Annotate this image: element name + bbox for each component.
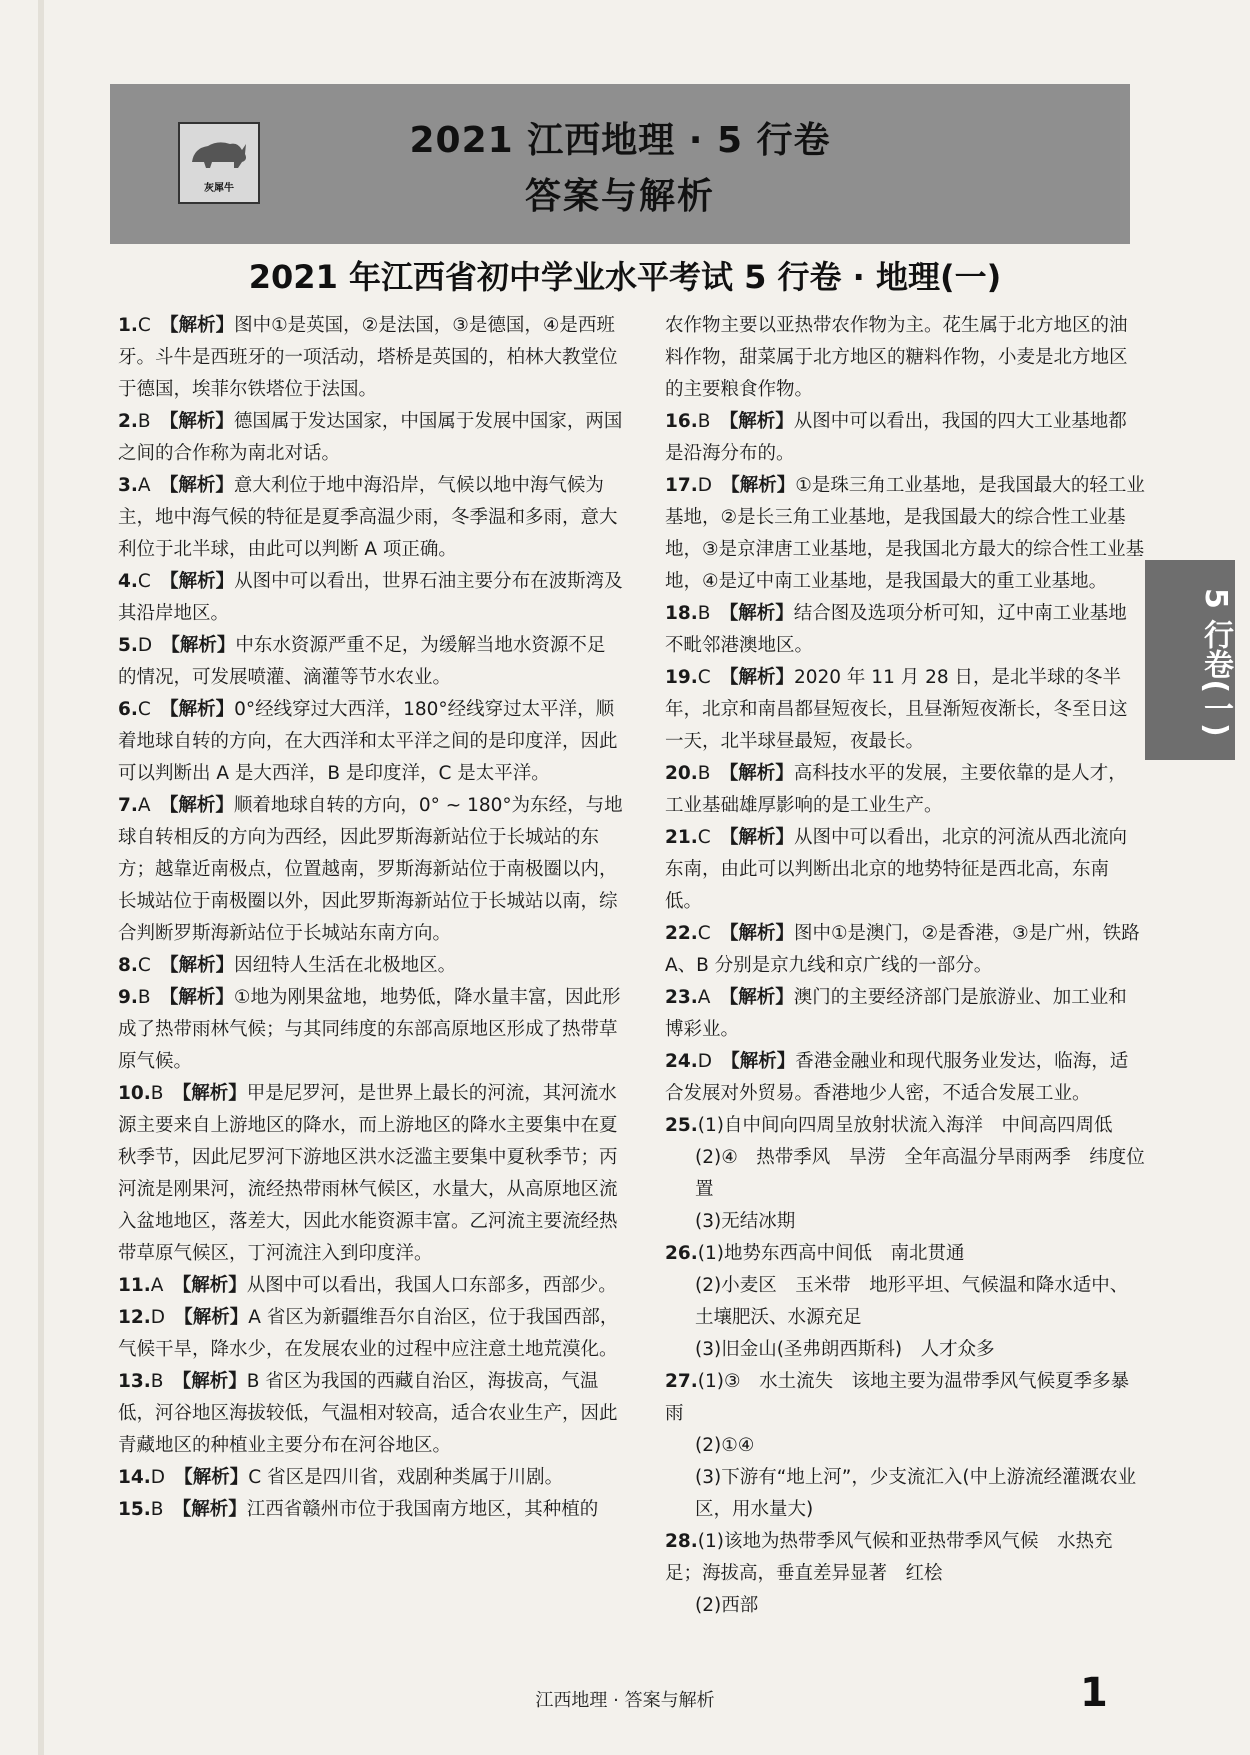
banner-title: 2021 江西地理 · 5 行卷 (409, 120, 831, 161)
analysis-tag: 【解析】 (172, 1083, 247, 1104)
answer-item (118, 1078, 623, 1270)
analysis-tag: 【解析】 (719, 987, 794, 1008)
answers-right-column (665, 310, 1145, 1622)
answer-text: (1)地势东西高中间低 南北贯通 (697, 1243, 965, 1264)
answer-choice: B (150, 1499, 164, 1520)
answer-choice: B (697, 763, 711, 784)
answer-choice: C (137, 699, 151, 720)
answer-item (665, 758, 1145, 822)
answer-text: 从图中可以看出，北京的河流从西北流向东南，由此可以判断出北京的地势特征是西北高，东南低。 (665, 827, 1127, 912)
answer-choice: D (697, 1051, 713, 1072)
answer-text: (2)④ 热带季风 旱涝 全年高温分旱雨两季 纬度位置 (695, 1147, 1145, 1200)
answer-choice: C (697, 827, 711, 848)
question-number: 8. (118, 955, 138, 976)
analysis-tag: 【解析】 (160, 955, 235, 976)
answer-choice: A (150, 1275, 164, 1296)
answer-text: ①地为刚果盆地，地势低，降水量丰富，因此形成了热带雨林气候；与其同纬度的东部高原地区形成了热带草原气候。 (118, 987, 621, 1072)
answer-text: 0°经线穿过大西洋，180°经线穿过太平洋，顺着地球自转的方向，在大西洋和太平洋之间的是印度洋，因此可以判断出 A 是大西洋，B 是印度洋，C 是太平洋。 (118, 699, 618, 784)
question-number: 5. (118, 635, 138, 656)
question-number: 1. (118, 315, 138, 336)
question-number: 21. (665, 827, 698, 848)
answer-text: 因纽特人生活在北极地区。 (234, 955, 457, 976)
answer-item (665, 1046, 1145, 1110)
analysis-tag: 【解析】 (719, 923, 794, 944)
answer-item (118, 790, 623, 950)
answer-text: 高科技水平的发展，主要依靠的是人才，工业基础雄厚影响的是工业生产。 (665, 763, 1127, 816)
analysis-tag: 【解析】 (719, 763, 794, 784)
answer-text: 农作物主要以亚热带农作物为主。花生属于北方地区的油料作物，甜菜属于北方地区的糖料作物，小麦是北方地区的主要粮食作物。 (665, 315, 1128, 400)
page-number: 1 (1080, 1670, 1108, 1716)
question-number: 4. (118, 571, 138, 592)
question-number: 10. (118, 1083, 151, 1104)
question-number: 19. (665, 667, 698, 688)
question-number: 11. (118, 1275, 151, 1296)
answer-item (665, 1110, 1145, 1142)
answer-text: 中东水资源严重不足，为缓解当地水资源不足的情况，可发展喷灌、滴灌等节水农业。 (118, 635, 606, 688)
answer-item (118, 310, 623, 406)
question-number: 26. (665, 1243, 698, 1264)
question-number: 14. (118, 1467, 151, 1488)
question-number: 17. (665, 475, 698, 496)
footer-label: 江西地理 · 答案与解析 (535, 1690, 715, 1711)
answer-item (665, 982, 1145, 1046)
question-number: 9. (118, 987, 138, 1008)
answer-text: 结合图及选项分析可知，辽中南工业基地不毗邻港澳地区。 (665, 603, 1127, 656)
question-number: 3. (118, 475, 138, 496)
answer-text: A 省区为新疆维吾尔自治区，位于我国西部，气候干旱，降水少，在发展农业的过程中应注意土地荒漠化。 (118, 1307, 619, 1360)
answer-choice: D (697, 475, 713, 496)
answer-choice: B (137, 987, 151, 1008)
publisher-logo (178, 122, 260, 204)
answer-item (665, 1526, 1145, 1590)
question-number: 2. (118, 411, 138, 432)
answers-left-column (118, 310, 623, 1526)
analysis-tag: 【解析】 (160, 315, 235, 336)
answer-item (118, 1366, 623, 1462)
answer-choice: C (137, 571, 151, 592)
answer-text: 2020 年 11 月 28 日，是北半球的冬半年，北京和南昌都昼短夜长，且昼渐短夜渐长，冬至日这一天，北半球昼最短，夜最长。 (665, 667, 1128, 752)
answer-text: 图中①是澳门，②是香港，③是广州，铁路 A、B 分别是京九线和京广线的一部分。 (665, 923, 1140, 976)
answer-item (118, 470, 623, 566)
answer-text: 香港金融业和现代服务业发达，临海，适合发展对外贸易。香港地少人密，不适合发展工业。 (665, 1051, 1129, 1104)
answer-item (118, 982, 623, 1078)
answer-text: 意大利位于地中海沿岸，气候以地中海气候为主，地中海气候的特征是夏季高温少雨，冬季温和多雨，意大利位于北半球，由此可以判断 A 项正确。 (118, 475, 618, 560)
question-number: 27. (665, 1371, 698, 1392)
analysis-tag: 【解析】 (160, 571, 235, 592)
analysis-tag: 【解析】 (159, 475, 234, 496)
question-number: 28. (665, 1531, 698, 1552)
answer-item (665, 1366, 1145, 1430)
answer-choice: C (137, 315, 151, 336)
answer-text: 甲是尼罗河，是世界上最长的河流，其河流水源主要来自上游地区的降水，而上游地区的降水主要集中在夏秋季节，因此尼罗河下游地区洪水泛滥主要集中夏秋季节；丙河流是刚果河，流经热带雨林气候区，水量大，从高原地区流入盆地地区，落差大，因此水能资源丰富。乙河流主要流经热带草原气候区，丁河流注入到印度洋。 (118, 1083, 618, 1264)
analysis-tag: 【解析】 (174, 1467, 249, 1488)
analysis-tag: 【解析】 (159, 795, 234, 816)
analysis-tag: 【解析】 (719, 411, 794, 432)
analysis-tag: 【解析】 (161, 635, 236, 656)
banner-subtitle: 答案与解析 (524, 176, 715, 217)
answer-text: (1)该地为热带季风气候和亚热带季风气候 水热充足；海拔高，垂直差异显著 红桧 (665, 1531, 1113, 1584)
question-number: 15. (118, 1499, 151, 1520)
answer-choice: B (137, 411, 151, 432)
question-number: 7. (118, 795, 138, 816)
answer-item (118, 1270, 623, 1302)
answer-choice: C (137, 955, 151, 976)
answer-item (665, 470, 1145, 598)
answer-text: (3)无结冰期 (695, 1211, 796, 1232)
answer-text: C 省区是四川省，戏剧种类属于川剧。 (248, 1467, 564, 1488)
answer-item (118, 1494, 623, 1526)
analysis-tag: 【解析】 (172, 1371, 247, 1392)
analysis-tag: 【解析】 (721, 1051, 796, 1072)
analysis-tag: 【解析】 (721, 475, 796, 496)
answer-choice: A (697, 987, 711, 1008)
answer-choice: A (137, 475, 151, 496)
answer-text: ①是珠三角工业基地，是我国最大的轻工业基地，②是长三角工业基地，是我国最大的综合性工业基地，③是京津唐工业基地，是我国北方最大的综合性工业基地，④是辽中南工业基地，是我国最大的重工业基地。 (665, 475, 1145, 592)
answer-text: 江西省赣州市位于我国南方地区，其种植的 (246, 1499, 599, 1520)
answer-item (665, 662, 1145, 758)
side-tab (1145, 560, 1235, 760)
analysis-tag: 【解析】 (719, 667, 794, 688)
header-banner (110, 84, 1130, 244)
analysis-tag: 【解析】 (159, 987, 234, 1008)
answer-text: 从图中可以看出，世界石油主要分布在波斯湾及其沿岸地区。 (118, 571, 623, 624)
answer-choice: B (150, 1371, 164, 1392)
answer-item (665, 1206, 1145, 1238)
question-number: 20. (665, 763, 698, 784)
exam-title: 2021 年江西省初中学业水平考试 5 行卷 · 地理(一) (248, 258, 1002, 296)
answer-item (118, 1462, 623, 1494)
answer-choice: C (697, 667, 711, 688)
answer-choice: D (150, 1467, 166, 1488)
question-number: 6. (118, 699, 138, 720)
answer-item (665, 1334, 1145, 1366)
answer-choice: D (150, 1307, 166, 1328)
question-number: 13. (118, 1371, 151, 1392)
answer-text: (2)西部 (695, 1595, 759, 1616)
answer-text: (1)自中间向四周呈放射状流入海洋 中间高四周低 (697, 1115, 1113, 1136)
answer-item (665, 822, 1145, 918)
answer-item (665, 1238, 1145, 1270)
answer-text: (2)小麦区 玉米带 地形平坦、气候温和降水适中、土壤肥沃、水源充足 (695, 1275, 1129, 1328)
answer-item (665, 1142, 1145, 1206)
answer-choice: A (137, 795, 151, 816)
answer-item (118, 694, 623, 790)
answer-item (665, 310, 1145, 406)
analysis-tag: 【解析】 (159, 411, 234, 432)
answer-choice: D (137, 635, 153, 656)
rhino-icon (188, 132, 250, 174)
answer-item (665, 598, 1145, 662)
answer-item (118, 566, 623, 630)
question-number: 22. (665, 923, 698, 944)
answer-text: 澳门的主要经济部门是旅游业、加工业和博彩业。 (665, 987, 1127, 1040)
side-tab-label: 5 行卷(一) (1198, 587, 1233, 737)
answer-item (665, 406, 1145, 470)
answer-text: 顺着地球自转的方向，0° ~ 180°为东经，与地球自转相反的方向为西经，因此罗斯海新站位于长城站的东方；越靠近南极点，位置越南，罗斯海新站位于南极圈以内，长城站位于南极圈以外，因此罗斯海新站位于长城站以南，综合判断罗斯海新站位于长城站东南方向。 (118, 795, 623, 944)
answer-choice: B (697, 411, 711, 432)
question-number: 18. (665, 603, 698, 624)
question-number: 12. (118, 1307, 151, 1328)
answer-text: (3)下游有“地上河”，少支流汇入(中上游流经灌溉农业区，用水量大) (695, 1467, 1137, 1520)
question-number: 16. (665, 411, 698, 432)
answer-text: 图中①是英国，②是法国，③是德国，④是西班牙。斗牛是西班牙的一项活动，塔桥是英国的，柏林大教堂位于德国，埃菲尔铁塔位于法国。 (118, 315, 618, 400)
answer-text: 德国属于发达国家，中国属于发展中国家，两国之间的合作称为南北对话。 (118, 411, 623, 464)
answer-item (118, 950, 623, 982)
answer-choice: B (697, 603, 711, 624)
analysis-tag: 【解析】 (719, 827, 794, 848)
analysis-tag: 【解析】 (719, 603, 794, 624)
answer-item (665, 1270, 1145, 1334)
answer-choice: C (697, 923, 711, 944)
answer-item (118, 1302, 623, 1366)
question-number: 25. (665, 1115, 698, 1136)
answer-choice: B (150, 1083, 164, 1104)
answer-item (665, 1462, 1145, 1526)
answer-text: (2)①④ (695, 1435, 755, 1456)
question-number: 23. (665, 987, 698, 1008)
analysis-tag: 【解析】 (160, 699, 235, 720)
analysis-tag: 【解析】 (172, 1275, 247, 1296)
question-number: 24. (665, 1051, 698, 1072)
answer-item (665, 1430, 1145, 1462)
logo-text: 灰犀牛 (204, 183, 234, 194)
answer-item (665, 1590, 1145, 1622)
answer-item (118, 630, 623, 694)
answer-text: 从图中可以看出，我国的四大工业基地都是沿海分布的。 (665, 411, 1127, 464)
answer-item (665, 918, 1145, 982)
answer-text: 从图中可以看出，我国人口东部多，西部少。 (246, 1275, 617, 1296)
answer-text: (1)③ 水土流失 该地主要为温带季风气候夏季多暴雨 (665, 1371, 1130, 1424)
answer-item (118, 406, 623, 470)
analysis-tag: 【解析】 (172, 1499, 247, 1520)
answer-text: (3)旧金山(圣弗朗西斯科) 人才众多 (695, 1339, 995, 1360)
analysis-tag: 【解析】 (174, 1307, 249, 1328)
answer-text: B 省区为我国的西藏自治区，海拔高，气温低，河谷地区海拔较低，气温相对较高，适合农业生产，因此青藏地区的种植业主要分布在河谷地区。 (118, 1371, 618, 1456)
